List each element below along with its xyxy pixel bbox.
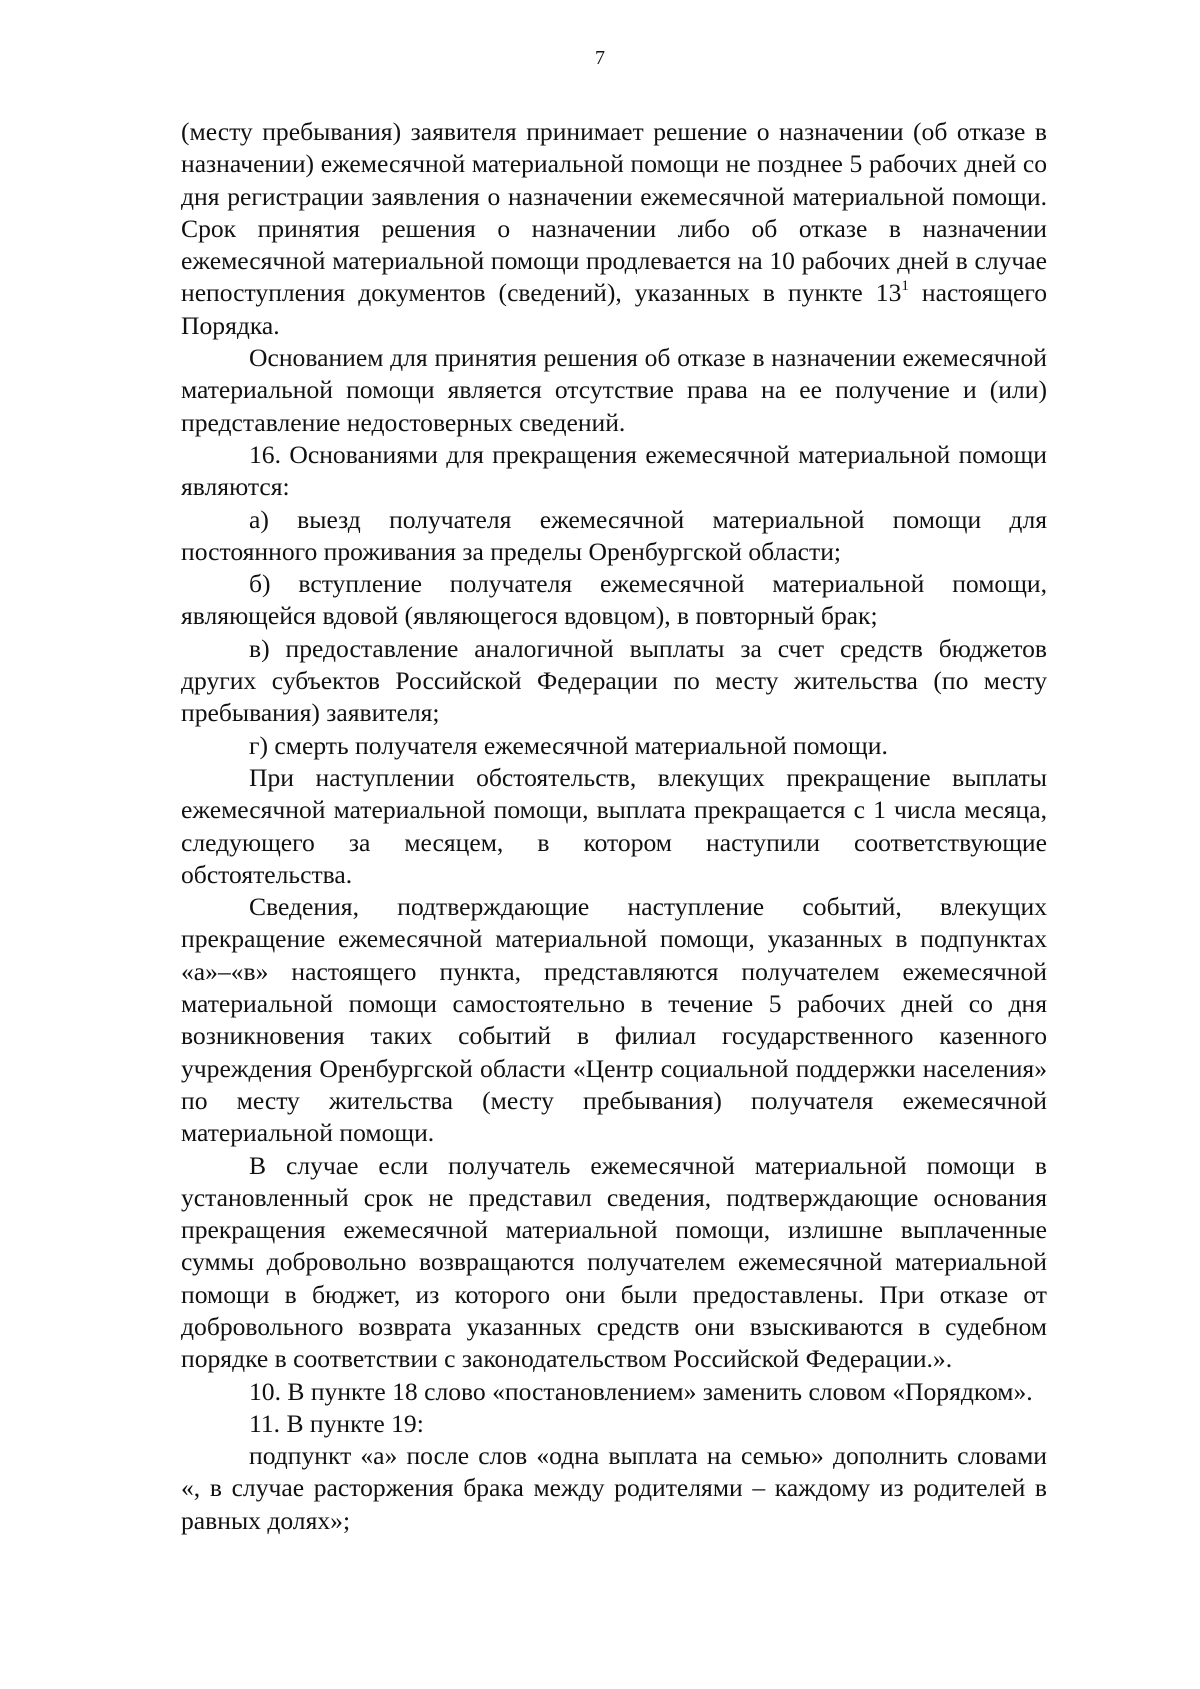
paragraph-subitem-g: г) смерть получателя ежемесячной материальной помощи. <box>249 730 888 760</box>
paragraph-subitem-a: а) выезд получателя ежемесячной материальной помощи для постоянного проживания за пределы Оренбургской области; <box>181 504 1047 566</box>
paragraph-subitem-v: в) предоставление аналогичной выплаты за счет средств бюджетов других субъектов Российской Федерации по месту жительства (по месту пребывания) заявителя; <box>181 633 1047 728</box>
superscript-footnote: 1 <box>901 277 909 294</box>
paragraph-item-11: 11. В пункте 19: <box>249 1408 424 1438</box>
paragraph-item-10: 10. В пункте 18 слово «постановлением» заменить словом «Порядком». <box>249 1376 1033 1406</box>
paragraph-text-continued: настоящего Порядка. <box>181 278 1047 340</box>
paragraph-text: (месту пребывания) заявителя принимает решение о назначении (об отказе в назначении) ежемесячной материальной помощи не позднее 5 рабочих дней со дня регистрации заявления о назначении ежемесячной материальной помощи. Срок принятия решения о назначении либо об отказе в назначении ежемесячной материальной помощи продлевается на 10 рабочих дней в случае непоступления документов (сведений), указанных в пункте 13 <box>181 117 1047 308</box>
paragraph-decision-term <box>181 116 1047 342</box>
paragraph-item-16: 16. Основаниями для прекращения ежемесячной материальной помощи являются: <box>181 439 1047 502</box>
paragraph-overpayment-return: В случае если получатель ежемесячной материальной помощи в установленный срок не представил сведения, подтверждающие основания прекращения ежемесячной материальной помощи, излишне выплаченные суммы добровольно возвращаются получателем ежемесячной материальной помощи в бюджет, из которого они были предоставлены. При отказе от добровольного возврата указанных средств они взыскиваются в судебном порядке в соответствии с законодательством Российской Федерации.». <box>181 1150 1047 1374</box>
page-number: 7 <box>595 47 605 69</box>
paragraph-subitem-a-amendment: подпункт «а» после слов «одна выплата на семью» дополнить словами «, в случае расторжения брака между родителями – каждому из родителей в равных долях»; <box>181 1441 1047 1535</box>
paragraph-subitem-b: б) вступление получателя ежемесячной материальной помощи, являющейся вдовой (являющегося вдовцом), в повторный брак; <box>181 569 1047 631</box>
document-body <box>181 116 1047 1537</box>
paragraph-termination-date: При наступлении обстоятельств, влекущих прекращение выплаты ежемесячной материальной помощи, выплата прекращается с 1 числа месяца, следующего за месяцем, в котором наступили соответствующие обстоятельства. <box>181 762 1047 889</box>
paragraph-refusal-basis: Основанием для принятия решения об отказе в назначении ежемесячной материальной помощи является отсутствие права на ее получение и (или) представление недостоверных сведений. <box>181 343 1047 437</box>
paragraph-information-submission: Сведения, подтверждающие наступление событий, влекущих прекращение ежемесячной материальной помощи, указанных в подпунктах «а»–«в» настоящего пункта, представляются получателем ежемесячной материальной помощи самостоятельно в течение 5 рабочих дней со дня возникновения таких событий в филиал государственного казенного учреждения Оренбургской области «Центр социальной поддержки населения» по месту жительства (месту пребывания) получателя ежемесячной материальной помощи. <box>181 892 1047 1148</box>
